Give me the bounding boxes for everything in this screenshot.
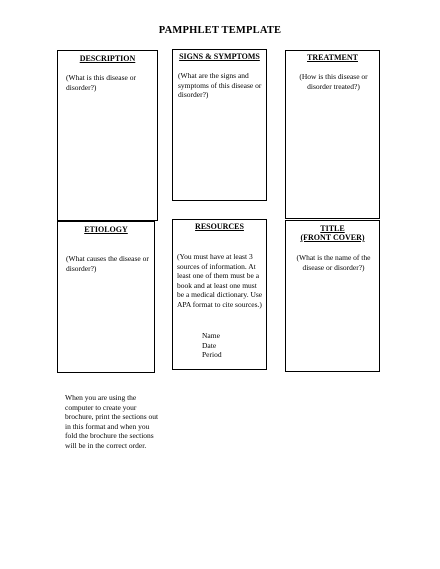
resources-item-name: Name xyxy=(202,331,220,340)
instruction-note: When you are using the computer to create your brochure, print the sections out in this format and when you fold the brochure the sections will be in the correct order. xyxy=(65,393,159,450)
signs-symptoms-box xyxy=(172,49,267,201)
resources-box xyxy=(172,219,267,370)
treatment-heading: TREATMENT xyxy=(307,53,358,62)
signs-symptoms-text: (What are the signs and symptoms of this disease or disorder?) xyxy=(178,71,262,99)
resources-heading: RESOURCES xyxy=(195,222,244,231)
description-box xyxy=(57,50,158,221)
treatment-text: (How is this disease or disorder treated?) xyxy=(299,72,368,91)
resources-item-period: Period xyxy=(202,350,222,359)
front-cover-heading: (FRONT COVER) xyxy=(300,233,365,242)
signs-symptoms-heading: SIGNS & SYMPTOMS xyxy=(179,52,260,61)
treatment-box xyxy=(285,50,380,219)
description-heading: DESCRIPTION xyxy=(79,54,136,63)
page-title: PAMPHLET TEMPLATE xyxy=(158,25,282,36)
title-text: (What is the name of the disease or disorder?) xyxy=(296,253,371,272)
etiology-heading: ETIOLOGY xyxy=(84,225,128,234)
description-text: (What is this disease or disorder?) xyxy=(66,73,136,92)
etiology-text: (What causes the disease or disorder?) xyxy=(66,254,149,273)
resources-item-date: Date xyxy=(202,340,217,350)
title-heading: TITLE xyxy=(320,224,345,233)
title-front-cover-box xyxy=(285,220,380,372)
etiology-box xyxy=(57,221,155,373)
resources-list xyxy=(202,331,222,360)
resources-text: (You must have at least 3 sources of information. At least one of them must be a book and at least one must be a medical dictionary. Use APA format to cite sources.) xyxy=(177,252,263,309)
